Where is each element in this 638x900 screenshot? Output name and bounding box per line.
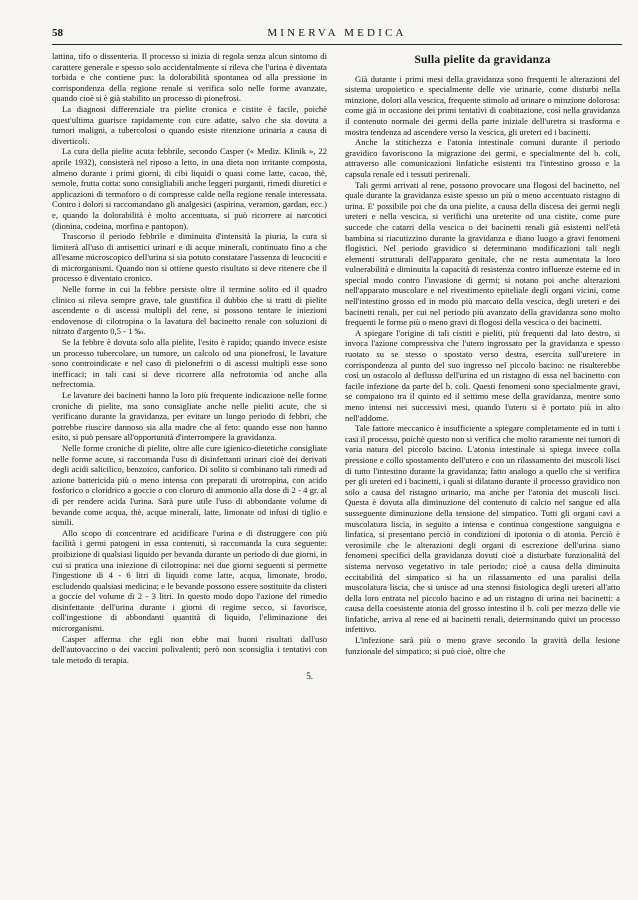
paragraph: Casper afferma che egli non ebbe mai buoni risultati dall'uso dell'autovaccino o dei vaccini polivalenti; però non sconsiglia i tentativi con tale metodo di terapia. — [52, 633, 327, 665]
section-number: 5. — [306, 671, 313, 682]
left-column — [52, 51, 327, 682]
paragraph: Nelle forme in cui la febbre persiste oltre il termine solito ed il quadro clinico si rileva sempre grave, tale giustifica il dubbio che si tratti di pielite ascendente o di ascessi multipli del rene, si possono tentare le iniezioni endovenose di cilotropina o la lavatura del bacinetto renale con soluzioni di nitrato d'argento 0,5 - 1 ‰. — [52, 284, 327, 337]
paragraph: L'infezione sarà più o meno grave secondo la gravità della lesione funzionale del simpatico; si può cioè, oltre che — [345, 635, 620, 656]
page-header — [52, 27, 622, 43]
paragraph: lattina, tifo o dissenteria. Il processo si inizia di regola senza alcun sintomo di carattere generale e spesso solo accidentalmente si rileva che l'urina è diventata torbida e che contiene pus: la dolorabilità spontanea od alla pressione in corrispondenza della regione renale si verifica solo nelle forme avanzate, quando cioè si è già stabilito un processo di pionefrosi. — [52, 51, 327, 104]
article-title: Sulla pielite da gravidanza — [414, 54, 551, 66]
paragraph: Anche la stitichezza e l'atonia intestinale comuni durante il periodo gravidico favoriscono la migrazione dei germi, e specialmente del b. coli, attraverso alle comunicazioni linfatiche esistenti tra l'intestino grosso e la capsula renale ed i tessuti perirenali. — [345, 137, 620, 179]
right-column — [345, 51, 620, 656]
header-rule — [52, 44, 622, 45]
paragraph: La cura della pielite acuta febbrile, secondo Casper (« Mediz. Klinik », 22 aprile 1932), consisterà nel riposo a letto, in una dieta non irritante composta, almeno durante i primi giorni, di cibi liquidi o quasi come latte, cacao, thè, semole, frutta cotta: sono consigliabili anche leggeri purganti, rimedi diuretici e applicazioni di termoforo o di compresse calde nella regione renale interessata. Contro i dolori si raccomandano gli analgesici (aspirina, veramon, gardan, ecc.) e, quando la dolorabilità è molto accentuata, si può ricorrere ai narcotici (dionina, codeina, morfina e pantopon). — [52, 146, 327, 231]
paragraph: Le lavature dei bacinetti hanno la loro più frequente indicazione nelle forme croniche di pielite, ma sono consigliate anche nelle pieliti acute, che si verificano durante la gravidanza, per evitare un lungo periodo di febbri, che potrebbe riuscire dannoso sia alla madre che al feto: quando esse non hanno esito, si può pensare all'opportunità d'interrompere la gravidanza. — [52, 390, 327, 443]
paragraph: Tali germi arrivati al rene, possono provocare una flogosi del bacinetto, nel quale durante la gravidanza esiste spesso un più o meno accentuato ristagno di urina. E' possibile poi che da una pielite, a causa della discesa dei germi negli ureteri e nella vescica, si verifichi una ureterite od una cistite, come pure succede che catarri della vescica o dei bacinetti renali già esistenti nell'età bambina si riacutizzino durante la gravidanza e diano luogo a gravi fenomeni flogistici. Nel periodo gravidico si determinano modificazioni tali negli elementi strutturali dell'apparato genitale, che ne resta aumentata la loro vulnerabilità e diminuita la capacità di resistenza contro influenze esterne ed in special modo contro l'invasione di germi; si notano poi anche alterazioni nell'apparato muscolare e nel rivestimento epiteliale degli organi vicini, come nell'intestino grosso ed in modo più marcato della vescica, degli ureteri e dei bacinetti renali, per cui nel periodo più avanzato della gravidanza sono molto frequenti le forme più o meno gravi di flogosi della vescica o dei bacinetti. — [345, 179, 620, 328]
paragraph: La diagnosi differenziale tra pielite cronica e cistite è facile, poichè quest'ultima guarisce rapidamente con cure adatte, salvo che sia dovuta a tumori maligni, a tubercolosi o quando esiste ritenzione urinaria a causa di diverticoli. — [52, 103, 327, 146]
paragraph: Nelle forme croniche di pielite, oltre alle cure igienico-dietetiche consigliate nelle forme acute, si raccomanda l'uso di disinfettanti urinari cioè dei derivati degli acidi salicilico, benzoico, canforico. Di solito si combinano tali rimedi ad azione battericida più o meno intensa con preparati di urotropina, con acido fosforico o cloridrico a goccie o con cloruro di ammonio alla dose di 2 - 4 gr. al dì per rendere acida l'urina. Sarà pure utile l'uso di abbondante volume di bevande come acqua, thè, acque minerali, latte, limonate od infusi di tiglio e simili. — [52, 442, 327, 528]
paragraph: Già durante i primi mesi della gravidanza sono frequenti le alterazioni del sistema uropoietico e specialmente delle vie urinarie, come disturbi nella minzione, dolori alla vescica, frequente stimolo ad urinare o minzione dolorosa: come già in occasione dei primi tentativi di coabitazione, così nella gravidanza il contenuto normale dei germi della parte iniziale dell'uretra si trasforma e mostra tendenza ad ascendere verso la vescica, gli ureteri ed i bacinetti. — [345, 73, 620, 137]
paragraph: Trascorso il periodo febbrile e diminuita d'intensità la piuria, la cura si limiterà all'uso di antisettici urinari e di acque minerali, continuato fino a che all'esame microscopico dell'urina si sia potuto constatare l'assenza di leucociti e di microrganismi. Quando non si ottiene questo risultato si deve ritenere che il processo è diventato cronico. — [52, 231, 327, 284]
paragraph: A spiegare l'origine di tali cistiti e pieliti, più frequenti dal lato destro, si invoca l'azione compressiva che l'utero ingrossato per la gravidanza e spesso ruotato su se stesso o spostato verso destra, esercita sull'uretere in corrispondenza al punto del suo ingresso nel piccolo bacino: ne risulterebbe così un ostacolo al deflusso dell'urina ed un ristagno di essa nel bacinetto con facile infezione da parte del b. coli. Questi fenomeni sono specialmente gravi, se compaiono tra il quinto ed il settimo mese della gravidanza, mentre sono meno intensi nei successivi mesi, quando l'utero si è portato più in alto nell'addome. — [345, 327, 620, 423]
paragraph: Se la febbre è dovuta solo alla pielite, l'esito è rapido; quando invece esiste un processo tubercolare, un tumore, un calcolo od una pionefrosi, le lavature sono controindicate e nel caso di pielonefriti o di ascessi multipli esse sono inefficaci; in tali casi si deve ricorrere alla nefrotomia od anche alla nefrectomia. — [52, 337, 327, 390]
journal-title: MINERVA MEDICA — [267, 27, 407, 39]
page-number: 58 — [52, 27, 63, 39]
paragraph: Tale fattore meccanico è insufficiente a spiegare completamente ed in tutti i casi il processo, poichè questo non si verifica che molto raramente nei tumori di varia natura del piccolo bacino. L'atonia intestinale si spiega invece colla pressione e collo spostamento dell'utero e con un rilassamento dei muscoli lisci di tutto l'intestino durante la gravidanza; fatto analogo a quello che si verifica per gli ureteri ed i bacinetti, i quali si dilatano durante il processo gravidico non solo a causa del ristagno urinario, ma anche per l'atonia dei muscoli lisci. Questa è dovuta alla diminuzione del contenuto di calcio nel sangue ed alla susseguente diminuzione della tensione del simpatico. Tutti gli organi cavi a muscolatura liscia, in seguito a intensa e continua congestione sanguigna e linfatica, si presentano perciò in condizioni di ipotonia o di atonia. Perciò è verosimile che le alterazioni degli organi di escrezione dell'urina siano fenomeni specifici della gravidanza dovuti cioè a disturbate funzionalità del sistema nervoso vegetativo in tale periodo; cioè a causa della diminuita eccitabilità del simpatico si ha un rilassamento ed una paralisi della muscolatura liscia, che si unisce ad una stenosi fisiologica degli ureteri all'atto della loro entrata nel piccolo bacino e ad un ristagno di urina nei bacinetti: a causa della coesistente atonia del grosso intestino il b. coli per mezzo delle vie linfatiche, arriva al rene ed ai bacinetti renali, determinando quivi un processo infettivo. — [345, 423, 620, 635]
paragraph: Allo scopo di concentrare ed acidificare l'urina e di distruggere con più facilità i germi patogeni in essa contenuti, si raccomanda la cura seguente: proibizione di qualsiasi liquido per bevanda durante un periodo di due giorni, in cui si pratica una iniezione di cilotropina: nei due giorni seguenti si permette l'ingestione di 4 - 6 litri di liquidi come latte, acqua, limonate, brodo, escludendo qualsiasi medicina; e le bevande possono essere sostituite da clisteri a goccie del volume di 2 - 3 litri. In questo modo dopo l'azione del rimedio disinfettante dell'urina durante i giorni di regime secco, si favorisce, coll'ingestione di abbondanti quantità di liquido, l'eliminazione dei microrganismi. — [52, 527, 327, 634]
